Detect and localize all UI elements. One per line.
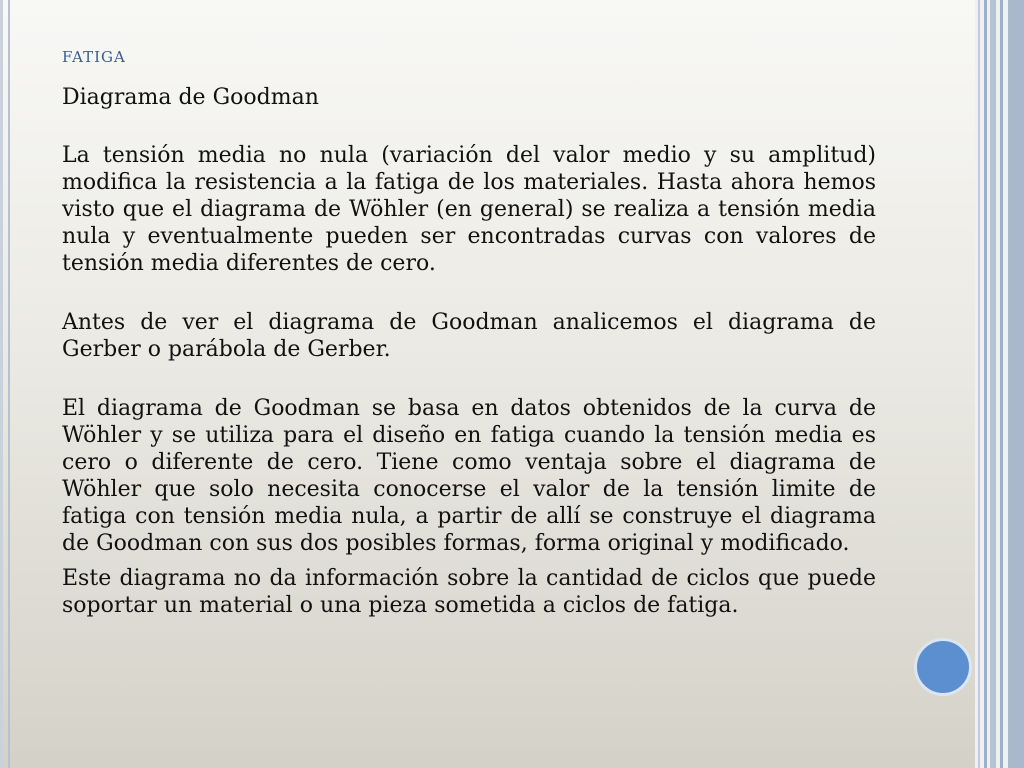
left-border-decoration xyxy=(0,0,3,768)
paragraph: Antes de ver el diagrama de Goodman analicemos el diagrama de Gerber o parábola de Gerber. xyxy=(62,310,876,362)
slide-header: FATIGA xyxy=(62,48,126,66)
slide-content xyxy=(62,84,876,619)
paragraph: Este diagrama no da información sobre la cantidad de ciclos que puede soportar un material o una pieza sometida a ciclos de fatiga. xyxy=(62,566,876,618)
paragraph: El diagrama de Goodman se basa en datos obtenidos de la curva de Wöhler y se utiliza para el diseño en fatiga cuando la tensión media es cero o diferente de cero. Tiene como ventaja sobre el diagrama de Wöhler que solo necesita conocerse el valor de la tensión limite de fatiga con tensión media nula, a partir de allí se construye el diagrama de Goodman con sus dos posibles formas, forma original y modificado. xyxy=(62,396,876,556)
slide-title: Diagrama de Goodman xyxy=(62,85,319,110)
right-stripe xyxy=(1000,0,1003,768)
right-stripe xyxy=(990,0,996,768)
right-stripe xyxy=(978,0,980,768)
right-stripe xyxy=(1008,0,1024,768)
decorative-circle xyxy=(914,638,972,696)
left-border-line xyxy=(8,0,10,768)
paragraph: La tensión media no nula (variación del valor medio y su amplitud) modifica la resistencia a la fatiga de los materiales. Hasta ahora hemos visto que el diagrama de Wöhler (en general) se realiza a tensión media nula y eventualmente pueden ser encontradas curvas con valores de tensión media diferentes de cero. xyxy=(62,143,876,276)
right-stripe xyxy=(984,0,987,768)
